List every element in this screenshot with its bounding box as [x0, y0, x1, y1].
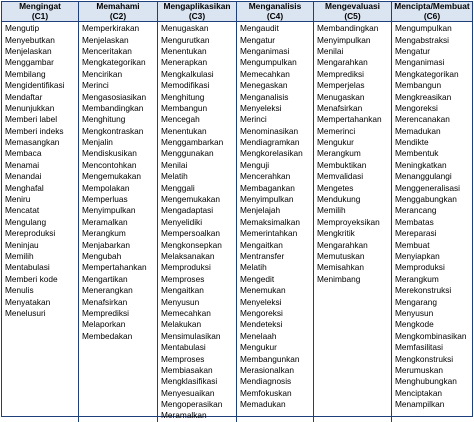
- verb-item: Menyebutkan: [5, 34, 55, 45]
- verb-item: Mempertahankan: [82, 262, 147, 273]
- verb-item: Meningkatkan: [395, 159, 447, 170]
- verb-item: Membentuk: [395, 148, 439, 159]
- verb-item: Membangunkan: [240, 353, 300, 364]
- verb-item: Memperjelas: [317, 80, 365, 91]
- verb-item: Menjelajah: [240, 205, 281, 216]
- verb-item: Menggambarkan: [161, 137, 224, 148]
- column-header-c2: [79, 2, 158, 21]
- verb-item: Menggabungkan: [395, 194, 457, 205]
- verb-item: Menyesuaikan: [161, 387, 215, 398]
- verb-item: Menganalisis: [240, 91, 289, 102]
- column-header-c5: [314, 2, 392, 21]
- verb-item: Menyusun: [395, 307, 434, 318]
- verb-item: Menggambar: [5, 57, 54, 68]
- verb-item: Menanggulangi: [395, 171, 452, 182]
- verb-item: Mendiskusikan: [82, 148, 137, 159]
- verb-item: Mengukur: [240, 342, 277, 353]
- verb-item: Mengetes: [317, 182, 354, 193]
- verb-item: Memerinci: [317, 125, 356, 136]
- verb-item: Merumuskan: [395, 364, 443, 375]
- verb-item: Menghubungkan: [395, 376, 457, 387]
- verb-item: Mengatur: [240, 34, 276, 45]
- verb-item: Menentukan: [161, 45, 207, 56]
- verb-item: Menyimpulkan: [240, 194, 294, 205]
- verb-item: Menyiapkan: [395, 251, 440, 261]
- verb-item: Menafsirkan: [82, 296, 128, 307]
- verb-item: Memproyeksikan: [317, 216, 380, 227]
- table-header-row: [2, 2, 472, 22]
- verb-item: Mengabstraksi: [395, 34, 449, 45]
- verb-item: Mengkreasikan: [395, 91, 452, 102]
- verb-item: Menyatakan: [5, 296, 51, 307]
- verb-item: Merinci: [240, 114, 267, 125]
- verb-item: Mengkode: [395, 319, 434, 330]
- verb-item: Menganimasi: [240, 45, 290, 56]
- verb-item: Melatih: [240, 262, 267, 273]
- column-code: (C3): [188, 10, 206, 21]
- verb-item: Mengidentifikasi: [5, 80, 65, 91]
- verb-item: Memilih: [5, 251, 34, 261]
- verb-item: Membandingkan: [82, 102, 144, 113]
- verb-item: Memproses: [161, 273, 205, 284]
- verb-item: Menganimasi: [395, 57, 445, 68]
- column-title: Menganalisis: [248, 1, 302, 11]
- verb-item: Meramalkan: [82, 216, 128, 227]
- column-code: (C1): [31, 10, 49, 21]
- column-title: Mencipta/Membuat: [394, 1, 470, 11]
- verb-item: Memisahkan: [317, 262, 365, 273]
- verb-item: Menyeleksi: [240, 102, 282, 113]
- verb-item: Mengkontraskan: [82, 125, 144, 136]
- verb-item: Menandai: [5, 171, 42, 182]
- verb-item: Menghitung: [161, 91, 205, 102]
- verb-item: Menelusuri: [5, 307, 46, 318]
- verb-item: Memberi label: [5, 114, 58, 125]
- verb-item: Menampilkan: [395, 399, 445, 410]
- verb-item: Memecahkan: [240, 68, 290, 79]
- verb-item: Merasionalkan: [240, 364, 294, 375]
- verb-item: Mentabulasi: [161, 342, 206, 353]
- verb-item: Mengoreksi: [395, 102, 438, 113]
- verb-item: Mengoreksi: [240, 307, 283, 318]
- verb-item: Menelaah: [240, 330, 277, 341]
- column-code: (C6): [423, 10, 441, 21]
- verb-item: Menerangkan: [82, 285, 133, 296]
- verb-item: Menghitung: [82, 114, 126, 125]
- verb-item: Memproduksi: [161, 262, 211, 273]
- verb-item: Menerapkan: [161, 57, 208, 68]
- verb-item: Menemukan: [240, 285, 286, 296]
- verb-item: Membiasakan: [161, 364, 213, 375]
- verb-column-c4: [237, 22, 314, 422]
- verb-item: Mengadaptasi: [161, 205, 214, 216]
- verb-item: Mengarahkan: [317, 57, 368, 68]
- column-code: (C2): [109, 10, 127, 21]
- verb-item: Mempersoalkan: [161, 228, 221, 239]
- verb-item: Memproduksi: [395, 262, 445, 273]
- verb-item: Mengumpulkan: [240, 57, 297, 68]
- verb-item: Mengemukakan: [82, 171, 142, 182]
- verb-item: Memodifikasi: [161, 80, 210, 91]
- verb-item: Mengkritik: [317, 228, 355, 239]
- verb-item: Merencanakan: [395, 114, 450, 125]
- verb-item: Memasangkan: [5, 137, 60, 148]
- verb-item: Membedakan: [82, 330, 133, 341]
- verb-item: Mengartikan: [82, 273, 128, 284]
- verb-item: Menggeneralisasi: [395, 182, 461, 193]
- verb-item: Menjabarkan: [82, 239, 130, 250]
- verb-item: Mengumpulkan: [395, 23, 452, 34]
- verb-item: Menafsirkan: [317, 102, 363, 113]
- verb-item: Memilih: [317, 205, 346, 216]
- verb-item: Memadukan: [395, 125, 441, 136]
- verb-item: Menciptakan: [395, 387, 443, 398]
- verb-item: Membagankan: [240, 182, 295, 193]
- verb-item: Mengkategorikan: [82, 57, 146, 68]
- verb-item: Meramalkan: [161, 410, 207, 421]
- verb-item: Mendikte: [395, 137, 429, 148]
- verb-item: Mengaitkan: [161, 285, 204, 296]
- column-header-c6: [392, 2, 472, 21]
- verb-item: Mengkonstruksi: [395, 353, 454, 364]
- verb-item: Mengkorelasikan: [240, 148, 303, 159]
- verb-item: Menyimpulkan: [82, 205, 136, 216]
- verb-item: Merangkum: [317, 148, 361, 159]
- verb-item: Menamai: [5, 159, 40, 170]
- verb-item: Menceritakan: [82, 45, 132, 56]
- verb-item: Menyeleksi: [240, 296, 282, 307]
- verb-item: Menilai: [317, 45, 344, 56]
- verb-item: Mengasosiasikan: [82, 91, 147, 102]
- verb-item: Mencatat: [5, 205, 40, 216]
- verb-item: Mengukur: [317, 137, 354, 148]
- verb-item: Mengklasifikasi: [161, 376, 218, 387]
- verb-item: Mendiagnosis: [240, 376, 292, 387]
- verb-item: Mensimulasikan: [161, 330, 221, 341]
- verb-item: Memprediksi: [317, 68, 365, 79]
- verb-item: Menyusun: [161, 296, 200, 307]
- verb-item: Merinci: [82, 80, 109, 91]
- verb-item: Menegaskan: [240, 80, 288, 91]
- verb-item: Memadukan: [240, 399, 286, 410]
- verb-item: Melakukan: [161, 319, 202, 330]
- verb-item: Mereparasi: [395, 228, 437, 239]
- verb-item: Memerintahkan: [240, 228, 298, 239]
- verb-item: Mencirikan: [82, 68, 123, 79]
- verb-item: Meninjau: [5, 239, 39, 250]
- verb-item: Menyimpulkan: [317, 34, 371, 45]
- verb-item: Mengkategorikan: [395, 68, 459, 79]
- column-header-c1: [2, 2, 79, 21]
- column-header-c3: [158, 2, 237, 21]
- verb-item: Memprediksi: [82, 307, 130, 318]
- verb-item: Melaporkan: [82, 319, 126, 330]
- verb-item: Menggunakan: [161, 148, 214, 159]
- verb-item: Mengurutkan: [161, 34, 210, 45]
- verb-item: Menimbang: [317, 273, 361, 284]
- column-header-c4: [237, 2, 314, 21]
- table-body: [2, 22, 472, 422]
- column-code: (C5): [344, 10, 361, 21]
- verb-item: Membaca: [5, 148, 42, 159]
- verb-item: Membangun: [161, 102, 208, 113]
- verb-item: Menjelaskan: [5, 45, 52, 56]
- verb-item: Mempolakan: [82, 182, 130, 193]
- verb-item: Mencontohkan: [82, 159, 137, 170]
- verb-item: Melatih: [161, 171, 188, 182]
- verb-item: Merangkum: [82, 228, 126, 239]
- verb-item: Menulis: [5, 285, 34, 296]
- verb-item: Mengatur: [395, 45, 431, 56]
- verb-item: Mempertahankan: [317, 114, 382, 125]
- verb-item: Memfokuskan: [240, 387, 292, 398]
- verb-item: Menugaskan: [317, 91, 365, 102]
- verb-item: Mencegah: [161, 114, 200, 125]
- verb-item: Membilang: [5, 68, 46, 79]
- verb-column-c3: [158, 22, 237, 422]
- verb-item: Memecahkan: [161, 307, 211, 318]
- verb-item: Memutuskan: [317, 251, 365, 261]
- verb-item: Mengkonsepkan: [161, 239, 222, 250]
- verb-item: Membandingkan: [317, 23, 379, 34]
- verb-column-c5: [314, 22, 392, 422]
- verb-item: Memperkirakan: [82, 23, 140, 34]
- verb-item: Mendaftar: [5, 91, 43, 102]
- verb-item: Membuktikan: [317, 159, 367, 170]
- column-title: Mengevaluasi: [325, 1, 380, 11]
- column-code: (C4): [266, 10, 284, 21]
- verb-item: Menjelaskan: [82, 34, 129, 45]
- verb-item: Mentabulasi: [5, 262, 50, 273]
- verb-column-c1: [2, 22, 79, 422]
- verb-item: Memvalidasi: [317, 171, 364, 182]
- verb-item: Menunjukkan: [5, 102, 55, 113]
- verb-item: Menominasikan: [240, 125, 299, 136]
- column-title: Memahami: [96, 1, 140, 11]
- verb-item: Mengkombinasikan: [395, 330, 467, 341]
- verb-item: Memberi indeks: [5, 125, 64, 136]
- verb-item: Memaksimalkan: [240, 216, 300, 227]
- verb-item: Mencerahkan: [240, 171, 291, 182]
- verb-item: Mentransfer: [240, 251, 285, 261]
- verb-item: Memproses: [161, 353, 205, 364]
- verb-item: Menguji: [240, 159, 270, 170]
- verb-item: Menugaskan: [161, 23, 209, 34]
- verb-item: Mengubah: [82, 251, 122, 261]
- column-title: Mengingat: [19, 1, 61, 11]
- verb-item: Mengedit: [240, 273, 275, 284]
- verb-item: Merancang: [395, 205, 437, 216]
- verb-item: Mendiagramkan: [240, 137, 300, 148]
- verb-item: Menyelidiki: [161, 216, 203, 227]
- verb-item: Mengoperasikan: [161, 399, 223, 410]
- bloom-taxonomy-table: [1, 1, 473, 421]
- verb-item: Mengkalkulasi: [161, 68, 214, 79]
- verb-item: Menentukan: [161, 125, 207, 136]
- verb-item: Membangun: [395, 80, 442, 91]
- verb-item: Mengaudit: [240, 23, 279, 34]
- verb-item: Mendukung: [317, 194, 361, 205]
- verb-item: Melaksanakan: [161, 251, 215, 261]
- verb-item: Menghafal: [5, 182, 44, 193]
- verb-item: Memfasilitasi: [395, 342, 443, 353]
- verb-item: Merekonstruksi: [395, 285, 452, 296]
- verb-item: Memberi kode: [5, 273, 58, 284]
- verb-column-c6: [392, 22, 472, 422]
- verb-item: Mengarang: [395, 296, 437, 307]
- verb-item: Merangkum: [395, 273, 439, 284]
- verb-item: Meniru: [5, 194, 31, 205]
- verb-item: Menjalin: [82, 137, 113, 148]
- column-title: Mengaplikasikan: [163, 1, 231, 11]
- verb-item: Membuat: [395, 239, 430, 250]
- verb-item: Mereproduksi: [5, 228, 56, 239]
- verb-item: Menggali: [161, 182, 195, 193]
- verb-item: Mengaitkan: [240, 239, 283, 250]
- verb-item: Menilai: [161, 159, 188, 170]
- verb-item: Membatas: [395, 216, 434, 227]
- verb-item: Mengarahkan: [317, 239, 368, 250]
- verb-item: Mendeteksi: [240, 319, 283, 330]
- verb-item: Mengulang: [5, 216, 47, 227]
- verb-item: Mengemukakan: [161, 194, 221, 205]
- verb-item: Mengutip: [5, 23, 40, 34]
- verb-item: Memperluas: [82, 194, 128, 205]
- verb-column-c2: [79, 22, 158, 422]
